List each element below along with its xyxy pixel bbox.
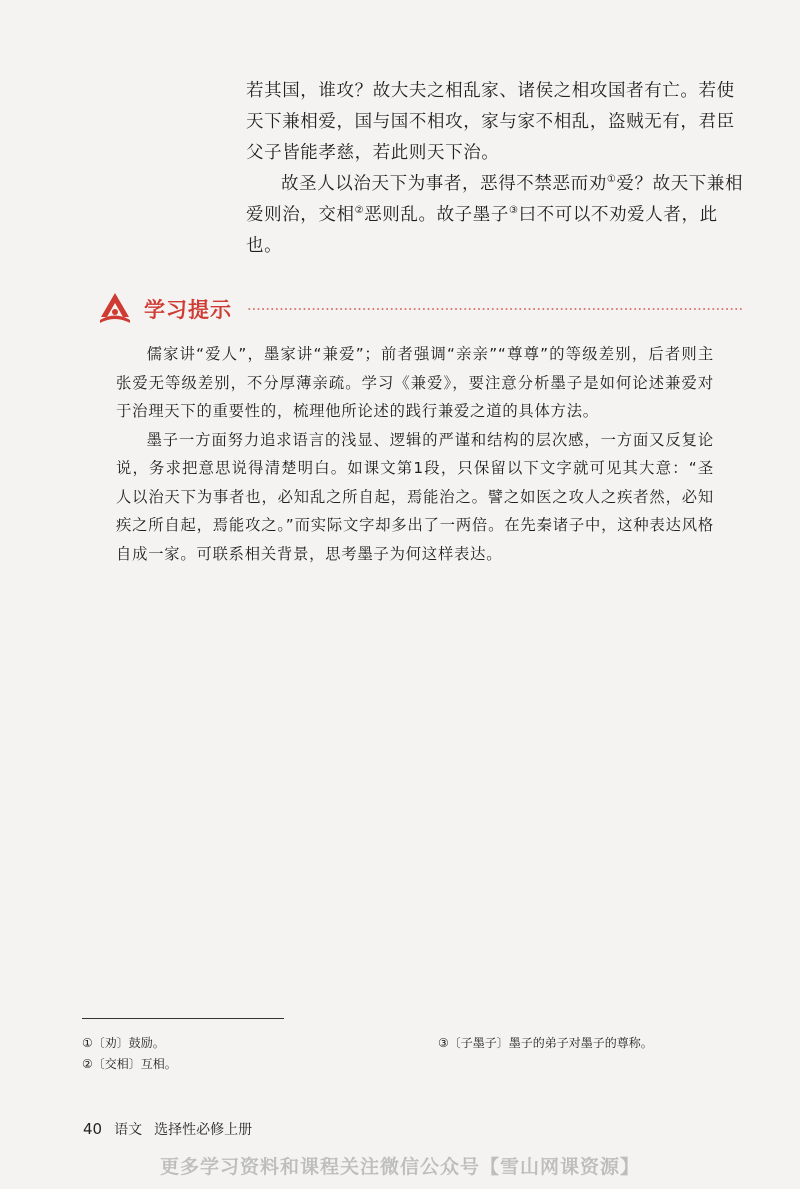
footnote-3: ③〔子墨子〕墨子的弟子对墨子的尊称。 (438, 1036, 653, 1050)
classical-paragraph-2 (246, 169, 746, 262)
study-tips-header (97, 290, 742, 326)
footnote-1: ①〔劝〕鼓励。 (82, 1036, 165, 1050)
book-title: 选择性必修上册 (154, 1122, 253, 1138)
classical-paragraph-1: 若其国，谁攻？故大夫之相乱家、诸侯之相攻国者有亡。若使天下兼相爱，国与国不相攻，家与家不相乱，盗贼无有，君臣父子皆能孝慈，若此则天下治。 (246, 81, 735, 163)
tips-logo-icon (97, 290, 133, 326)
study-tips-body (116, 340, 714, 568)
tips-paragraph-1: 儒家讲“爱人”，墨家讲“兼爱”；前者强调“亲亲”“尊尊”的等级差别，后者则主张爱无等级差别，不分厚薄亲疏。学习《兼爱》，要注意分析墨子是如何论述兼爱对于治理天下的重要性的，梳理他所论述的践行兼爱之道的具体方法。 (116, 345, 714, 420)
classical-text (246, 76, 746, 262)
subject-label: 语文 (114, 1122, 143, 1138)
paragraph-text: 恶则乱。故子墨子 (364, 205, 509, 225)
watermark-text: 更多学习资料和课程关注微信公众号【雪山网课资源】 (159, 1156, 640, 1178)
footnote-ref-1: ① (606, 174, 617, 185)
paragraph-text: 曰不可以不劝爱人者，此也。 (246, 205, 718, 256)
section-title: 学习提示 (144, 298, 232, 322)
footnote-ref-2: ② (354, 205, 365, 216)
dotted-divider (247, 308, 742, 310)
paragraph-text: 爱？故天下兼相爱则治，交相 (246, 174, 744, 225)
page-number: 40 (83, 1120, 103, 1138)
page-footer (83, 1119, 252, 1139)
tips-paragraph-2: 墨子一方面努力追求语言的浅显、逻辑的严谨和结构的层次感，一方面又反复论说，务求把意思说得清楚明白。如课文第1段，只保留以下文字就可见其大意：“圣人以治天下为事者也，必知乱之所自起，焉能治之。譬之如医之攻人之疾者然，必知疾之所自起，焉能攻之。”而实际文字却多出了一两倍。在先秦诸子中，这种表达风格自成一家。可联系相关背景，思考墨子为何这样表达。 (116, 430, 714, 563)
paragraph-text: 故圣人以治天下为事者，恶得不禁恶而劝 (281, 174, 607, 194)
footnote-ref-3: ③ (509, 205, 519, 216)
footnote-2: ②〔交相〕互相。 (82, 1057, 177, 1071)
footnote-divider (82, 1018, 284, 1019)
